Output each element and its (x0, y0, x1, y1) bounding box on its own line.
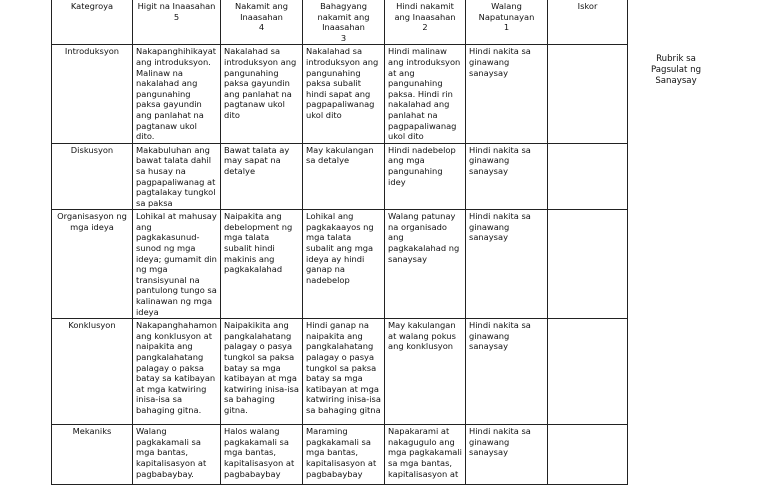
header-level-4: Nakamit ang Inaasahan 4 (221, 0, 303, 45)
table-row (52, 45, 628, 143)
rubric-cell: Walang patunay na organisado ang pagkakalahad ng sanaysay (385, 210, 466, 319)
criterion-cell: Introduksyon (52, 45, 133, 143)
rubric-cell: Nakalahad sa introduksyon ang pangunahing paksa subalit hindi sapat ang pagpapaliwanag ukol dito (303, 45, 385, 143)
rubric-cell: Nakapanghahamon ang konklusyon at naipakita ang pangkalahatang palagay o paksa batay sa katibayan at mga katwiring inisa-isa sa bahaging gitna. (133, 319, 221, 425)
header-score: Iskor (548, 0, 628, 45)
score-cell (548, 210, 628, 319)
rubric-table (51, 0, 628, 485)
table-row (52, 143, 628, 210)
header-level-5: Higit na Inaasahan 5 (133, 0, 221, 45)
rubric-cell: Hindi nakita sa ginawang sanaysay (466, 45, 548, 143)
rubric-cell: Naipakita ang debelopment ng mga talata subalit hindi makinis ang pagkakalahad (221, 210, 303, 319)
table-row (52, 425, 628, 485)
rubric-cell: Makabuluhan ang bawat talata dahil sa husay na pagpapaliwanag at pagtalakay tungkol sa paksa (133, 143, 221, 210)
rubric-cell: Lohikal at mahusay ang pagkakasunud-sunod ng mga ideya; gumamit din ng mga transisyunal na pantulong tungo sa kalinawan ng mga ideya (133, 210, 221, 319)
score-cell (548, 143, 628, 210)
criterion-cell: Konklusyon (52, 319, 133, 425)
score-cell (548, 319, 628, 425)
rubric-cell: Naipakikita ang pangkalahatang palagay o pasya tungkol sa paksa batay sa mga katibayan at mga katwiring inisa-isa sa bahaging gitna. (221, 319, 303, 425)
rubric-title: Rubrik sa Pagsulat ng Sanaysay (650, 54, 702, 86)
rubric-cell: Bawat talata ay may sapat na detalye (221, 143, 303, 210)
rubric-cell: Hindi malinaw ang introduksyon at ang pangunahing paksa. Hindi rin nakalahad ang panlahat na pagpapaliwanag ukol dito (385, 45, 466, 143)
rubric-cell: Nakapanghihikayat ang introduksyon. Malinaw na nakalahad ang pangunahing paksa gayundin ang panlahat na pagtanaw ukol dito. (133, 45, 221, 143)
rubric-cell: Nakalahad sa introduksyon ang pangunahing paksa gayundin ang panlahat na pagtanaw ukol dito (221, 45, 303, 143)
header-row (52, 0, 628, 45)
table-row (52, 319, 628, 425)
rubric-cell: Hindi nadebelop ang mga pangunahing idey (385, 143, 466, 210)
rubric-cell: Hindi nakita sa ginawang sanaysay (466, 143, 548, 210)
rubric-cell: May kakulangan at walang pokus ang konklusyon (385, 319, 466, 425)
rubric-cell: Halos walang pagkakamali sa mga bantas, kapitalisasyon at pagbabaybay (221, 425, 303, 485)
criterion-cell: Diskusyon (52, 143, 133, 210)
header-level-2: Hindi nakamit ang Inaasahan 2 (385, 0, 466, 45)
rubric-cell: Hindi ganap na naipakita ang pangkalahatang palagay o pasya tungkol sa paksa batay sa mga katibayan at mga katwiring inisa-isa sa bahaging gitna (303, 319, 385, 425)
rubric-cell: Napakarami at nakagugulo ang mga pagkakamali sa mga bantas, kapitalisasyon at (385, 425, 466, 485)
criterion-cell: Mekaniks (52, 425, 133, 485)
score-cell (548, 45, 628, 143)
criterion-cell: Organisasyon ng mga ideya (52, 210, 133, 319)
header-level-1: Walang Napatunayan 1 (466, 0, 548, 45)
rubric-cell: Hindi nakita sa ginawang sanaysay (466, 425, 548, 485)
rubric-cell: Maraming pagkakamali sa mga bantas, kapitalisasyon at pagbabaybay (303, 425, 385, 485)
score-cell (548, 425, 628, 485)
table-row (52, 210, 628, 319)
header-category: Kategroya (52, 0, 133, 45)
rubric-cell: Lohikal ang pagkakaayos ng mga talata subalit ang mga ideya ay hindi ganap na nadebelop (303, 210, 385, 319)
header-level-3: Bahagyang nakamit ang Inaasahan 3 (303, 0, 385, 45)
rubric-cell: Hindi nakita sa ginawang sanaysay (466, 319, 548, 425)
rubric-cell: Walang pagkakamali sa mga bantas, kapitalisasyon at pagbabaybay. (133, 425, 221, 485)
rubric-cell: May kakulangan sa detalye (303, 143, 385, 210)
rubric-cell: Hindi nakita sa ginawang sanaysay (466, 210, 548, 319)
